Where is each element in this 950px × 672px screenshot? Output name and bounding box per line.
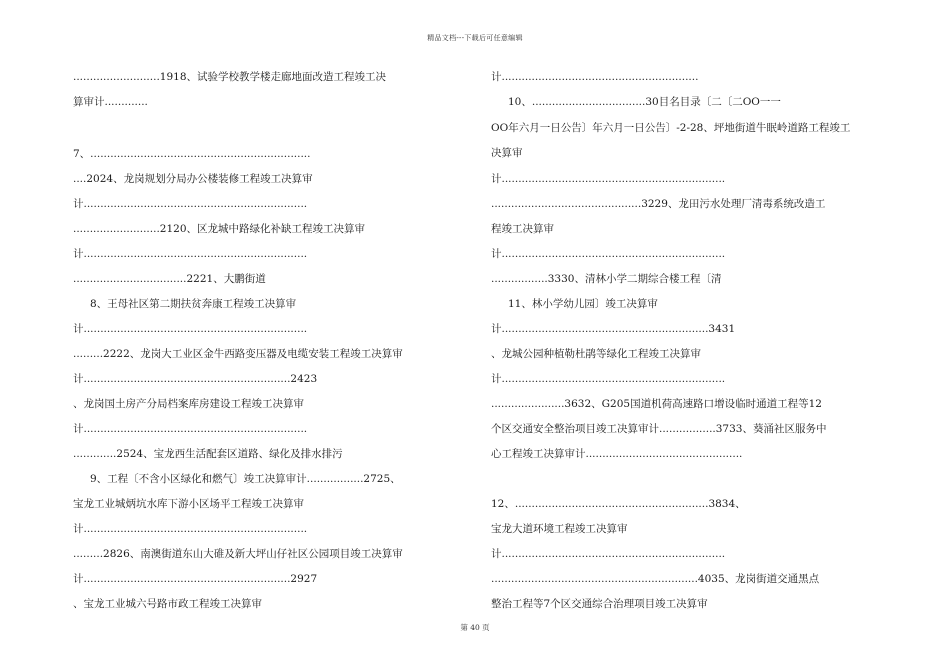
page-footer: 第 40 页	[460, 623, 490, 632]
toc-entry-line: .........2222、龙岗大工业区金牛西路变压器及电缆安装工程竣工决算审	[73, 348, 403, 360]
toc-entry-line: 、龙岗国土房产分局档案库房建设工程竣工决算审	[73, 398, 304, 410]
toc-entry-line: 计...................................................................	[73, 423, 308, 435]
toc-entry-line: 算审计.............	[73, 96, 148, 108]
toc-entry-line: 11、林小学幼儿园〕竣工决算审	[508, 298, 658, 310]
toc-entry-line: 12、..........................................................3834、	[491, 498, 746, 510]
toc-entry-line: 宝龙大道环境工程竣工决算审	[491, 523, 628, 535]
toc-entry-line: 计...........................................................	[491, 71, 699, 83]
toc-entry-line: 计...................................................................	[73, 248, 308, 260]
toc-entry-line: 决算审	[491, 147, 523, 159]
page-header: 精品文档---下载后可任意编辑	[427, 34, 523, 42]
toc-entry-line: 宝龙工业城炳坑水库下游小区场平工程竣工决算审	[73, 498, 304, 510]
toc-entry-line: 10、..................................30目名目录〔二〔二OO一一	[508, 96, 781, 108]
toc-entry-line: 计...................................................................	[491, 173, 726, 185]
toc-entry-line: 计..............................................................2927	[73, 573, 318, 585]
toc-entry-line: .............2524、宝龙西生活配套区道路、绿化及排水排污	[73, 448, 343, 460]
toc-entry-line: ....2024、龙岗规划分局办公楼装修工程竣工决算审	[73, 173, 313, 185]
toc-entry-line: 整治工程等7个区交通综合治理项目竣工决算审	[491, 598, 708, 610]
toc-entry-line: 计...................................................................	[73, 198, 308, 210]
toc-entry-line: 计...................................................................	[491, 248, 726, 260]
toc-entry-line: 计...................................................................	[73, 523, 308, 535]
toc-entry-line: 心工程竣工决算审计...............................................	[491, 448, 743, 460]
toc-entry-line: 计...................................................................	[73, 323, 308, 335]
toc-entry-line: 9、工程〔不含小区绿化和燃气〕竣工决算审计.................2725、	[90, 473, 401, 485]
toc-entry-line: 个区交通安全整治项目竣工决算审计.................3733、葵涌社区服务中	[491, 423, 827, 435]
toc-entry-line: OO年六月一日公告〕年六月一日公告〕-2-28、坪地街道牛眠岭道路工程竣工	[491, 122, 851, 134]
toc-entry-line: .............................................3229、龙田污水处理厂清毒系统改造工	[491, 198, 826, 210]
toc-entry-line: 、宝龙工业城六号路市政工程竣工决算审	[73, 598, 262, 610]
toc-entry-line: .................3330、清林小学二期综合楼工程〔清	[491, 273, 722, 285]
toc-entry-line: .........2826、南澳街道东山大碓及新大坪山仔社区公园项目竣工决算审	[73, 548, 403, 560]
toc-entry-line: 计..............................................................2423	[73, 373, 318, 385]
toc-entry-line: ..........................2120、区龙城中路绿化补缺工程竣工决算审	[73, 223, 365, 235]
toc-entry-line: 7、..................................................................	[73, 148, 311, 160]
toc-entry-line: 计...................................................................	[491, 548, 726, 560]
toc-entry-line: ..........................1918、试验学校教学楼走廊地面改造工程竣工决	[73, 71, 386, 83]
toc-entry-line: ......................3632、G205国道机荷高速路口增设临时通道工程等12	[491, 398, 822, 410]
toc-entry-line: 计..............................................................3431	[491, 323, 736, 335]
toc-entry-line: 、龙城公园种植勒杜鹃等绿化工程竣工决算审	[491, 348, 701, 360]
toc-entry-line: 8、王母社区第二期扶贫奔康工程竣工决算审	[90, 298, 297, 310]
toc-entry-line: ..................................2221、大鹏街道	[73, 273, 266, 285]
toc-entry-line: 程竣工决算审	[491, 223, 554, 235]
toc-entry-line: ..............................................................4035、龙岗街道交通黑点	[491, 573, 820, 585]
toc-entry-line: 计...................................................................	[491, 373, 726, 385]
